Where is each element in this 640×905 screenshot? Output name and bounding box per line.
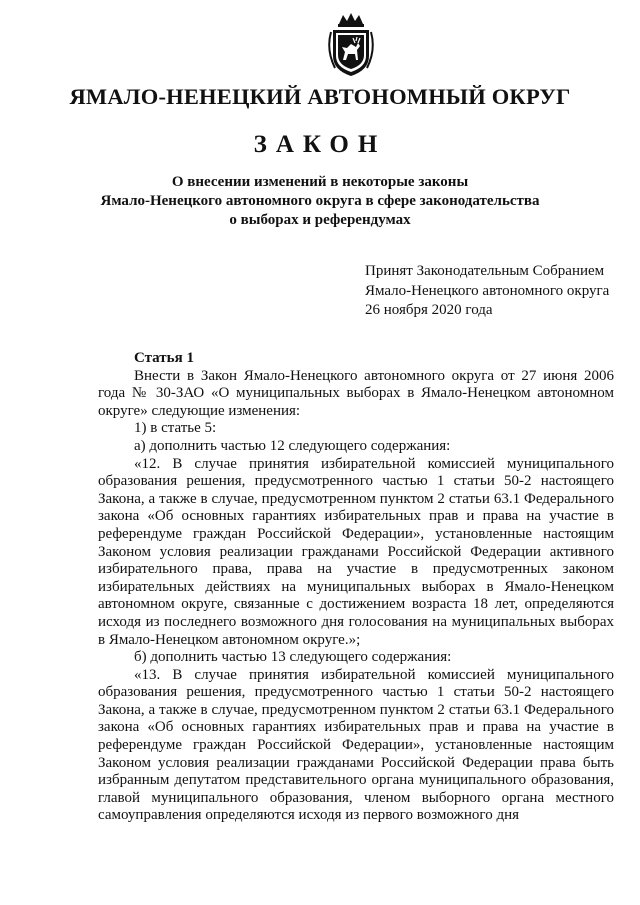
document-body	[98, 350, 614, 825]
article-heading: Статья 1	[134, 350, 194, 366]
adoption-note	[365, 262, 609, 321]
paragraph: «12. В случае принятия избирательной комиссией муниципального образования решения, предусмотренного частью 1 статьи 50-2 настоящего Закона, а также в случае, предусмотренном пунктом 2 статьи 63.1 Федерального закона «Об основных гарантиях избирательных прав и права на участие в референдуме граждан Российской Федерации», установленные настоящим Законом условия реализации гражданами Российской Федерации активного избирательного права, права на участие в предусмотренных законом избирательных действиях на муниципальных выборах в Ямало-Ненецком автономном округе, связанные с достижением возраста 18 лет, определяются исходя из последнего возможного дня голосования на муниципальных выборах в Ямало-Ненецком автономном округе.»;	[98, 455, 614, 648]
adoption-line: Ямало-Ненецкого автономного округа	[365, 282, 610, 299]
adoption-line: Принят Законодательным Собранием	[365, 263, 605, 279]
paragraph: а) дополнить частью 12 следующего содержания:	[134, 437, 451, 454]
document-type: ЗАКОН	[253, 131, 387, 158]
law-title-line: Ямало-Ненецкого автономного округа в сфере законодательства	[100, 193, 540, 209]
region-name: ЯМАЛО-НЕНЕЦКИЙ АВТОНОМНЫЙ ОКРУГ	[69, 84, 571, 109]
law-title	[0, 173, 640, 230]
law-title-line: о выборах и референдумах	[229, 212, 411, 228]
paragraph: б) дополнить частью 13 следующего содержания:	[134, 649, 452, 666]
paragraph: «13. В случае принятия избирательной комиссией муниципального образования решения, предусмотренного частью 1 статьи 50-2 настоящего Закона, а также в случае, предусмотренном пунктом 2 статьи 63.1 Федерального закона «Об основных гарантиях избирательных прав и права на участие в референдуме граждан Российской Федерации», установленные настоящим Законом условия реализации гражданами Российской Федерации права быть избранным депутатом представительного органа муниципального образования, главой муниципального образования, членом выборного органа местного самоуправления определяются исходя из первого возможного дня	[98, 666, 614, 824]
law-title-line: О внесении изменений в некоторые законы	[171, 174, 469, 190]
adoption-date: 26 ноября 2020 года	[365, 302, 493, 318]
paragraph: 1) в статье 5:	[134, 420, 217, 437]
coat-of-arms-icon	[325, 10, 377, 78]
paragraph: Внести в Закон Ямало-Ненецкого автономного округа от 27 июня 2006 года № 30-ЗАО «О муниципальных выборах в Ямало-Ненецком автономном округе» следующие изменения:	[98, 367, 614, 419]
